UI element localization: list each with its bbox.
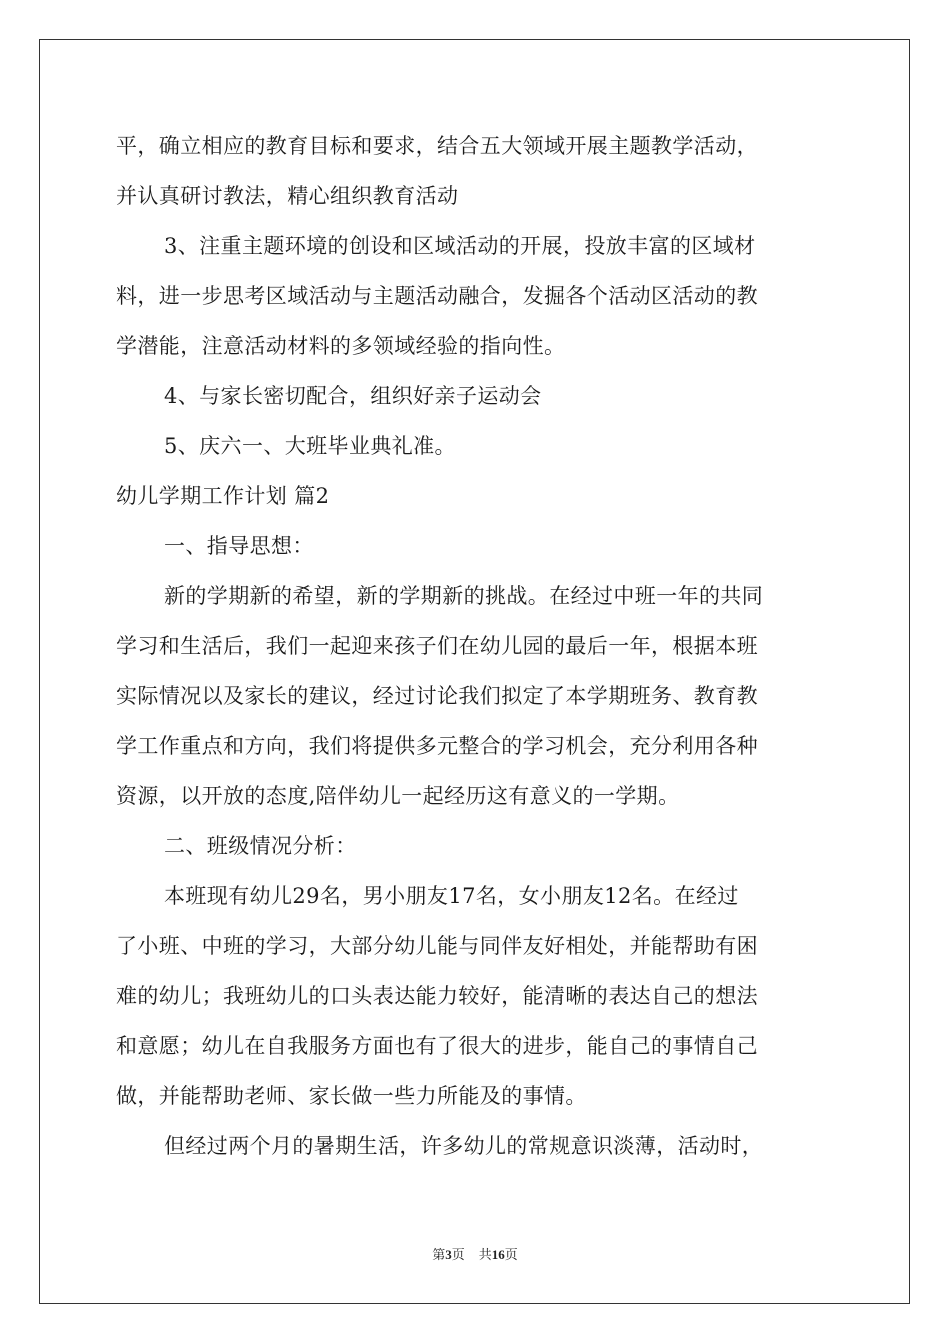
paragraph-line: 平，确立相应的教育目标和要求，结合五大领域开展主题教学活动， (116, 134, 758, 158)
list-item-3: 3、注重主题环境的创设和区域活动的开展，投放丰富的区域材 (164, 234, 756, 258)
paragraph-line: 学工作重点和方向，我们将提供多元整合的学习机会，充分利用各种 (116, 734, 758, 758)
section-heading: 幼儿学期工作计划 篇2 (116, 484, 330, 508)
total-page-number: 16 (491, 1247, 505, 1262)
paragraph-line: 了小班、中班的学习，大部分幼儿能与同伴友好相处，并能帮助有困 (116, 934, 758, 958)
paragraph-line: 新的学期新的希望，新的学期新的挑战。在经过中班一年的共同 (164, 584, 764, 608)
list-item-4: 4、与家长密切配合，组织好亲子运动会 (164, 384, 542, 408)
total-prefix: 共 (478, 1247, 492, 1262)
paragraph-line: 难的幼儿；我班幼儿的口头表达能力较好，能清晰的表达自己的想法 (116, 984, 758, 1008)
paragraph-line: 学潜能，注意活动材料的多领域经验的指向性。 (116, 334, 566, 358)
subheading-class-analysis: 二、班级情况分析： (164, 834, 357, 858)
page-prefix: 第 (432, 1247, 446, 1262)
paragraph-line: 并认真研讨教法，精心组织教育活动 (116, 184, 459, 208)
paragraph-line: 学习和生活后，我们一起迎来孩子们在幼儿园的最后一年，根据本班 (116, 634, 758, 658)
page-unit: 页 (451, 1247, 465, 1262)
paragraph-line: 本班现有幼儿29名，男小朋友17名，女小朋友12名。在经过 (164, 884, 739, 908)
paragraph-line: 实际情况以及家长的建议，经过讨论我们拟定了本学期班务、教育教 (116, 684, 758, 708)
paragraph-line: 资源，以开放的态度,陪伴幼儿一起经历这有意义的一学期。 (116, 784, 680, 808)
paragraph-line: 和意愿；幼儿在自我服务方面也有了很大的进步，能自己的事情自己 (116, 1034, 758, 1058)
list-item-5: 5、庆六一、大班毕业典礼准。 (164, 434, 456, 458)
paragraph-line: 做，并能帮助老师、家长做一些力所能及的事情。 (116, 1084, 587, 1108)
current-page-number: 3 (445, 1247, 452, 1262)
page-footer (0, 1246, 950, 1264)
subheading-guiding-ideas: 一、指导思想： (164, 534, 314, 558)
paragraph-line: 但经过两个月的暑期生活，许多幼儿的常规意识淡薄，活动时， (164, 1134, 764, 1158)
paragraph-line: 料，进一步思考区域活动与主题活动融合，发掘各个活动区活动的教 (116, 284, 758, 308)
total-unit: 页 (504, 1247, 518, 1262)
